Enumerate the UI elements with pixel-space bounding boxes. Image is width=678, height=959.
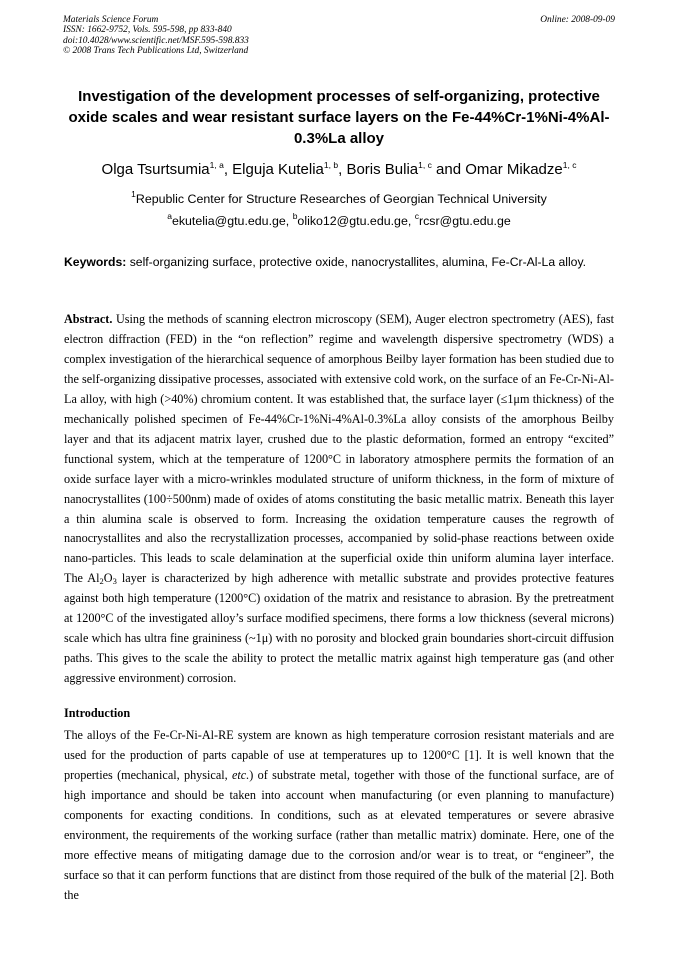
affiliation-mark: 1 xyxy=(131,189,136,199)
email-address[interactable]: ekutelia@gtu.edu.ge xyxy=(171,214,286,228)
author-separator: , xyxy=(338,161,347,178)
email-mark: c xyxy=(414,211,419,221)
author-name: Elguja Kutelia xyxy=(232,161,324,178)
email-address[interactable]: rcsr@gtu.edu.ge xyxy=(418,214,511,228)
introduction-paragraph xyxy=(64,726,614,906)
abstract-label: Abstract. xyxy=(64,312,113,326)
keywords xyxy=(64,253,614,272)
intro-text: ) of substrate metal, together with those of the functional surface, are of high importance and should be taken into account when manufacturing (or even planning to manufacture) components for exacting conditions. In conditions, such as at elevated temperatures or severe abrasive environment, the requirements of the working surface (rather than metallic matrix) dominate. Here, one of the more effective means of mitigating damage due to the corrosion and/or wear is to treat, or “engineer”, the surface so that it can perform functions that are distinct from those required of the bulk of the material [2]. Both the xyxy=(64,767,614,902)
keywords-label: Keywords: xyxy=(64,255,127,269)
author-name: Boris Bulia xyxy=(346,161,419,178)
author-list xyxy=(40,160,638,180)
abstract-text: Using the methods of scanning electron microscopy (SEM), Auger electron spectrometry (AES), fast electron diffraction (FED) in the “on reflection” regime and wavelength dispersive spectrometry (WDS) a complex investigation of the hierarchical sequence of amorphous Beilby layer formation has been studied due to the self-organizing dissipative processes, associated with extensive cold work, on the surface of an Fe-Cr-Ni-Al-La alloy, with high (>40%) chromium content. It was established that, the surface layer (≤1μm thickness) of the mechanically polished specimen of Fe-44%Cr-1%Ni-4%Al-0.3%La alloy consists of the amorphous Beilby layer and that its adjacent matrix layer, crushed due to the plastic deformation, formed an entropy “excited” functional system, which at the temperature of 1200°C in laboratory atmosphere permits the formation of an oxide surface layer with a micro-wrinkles modulated structure of uniform thickness, in the form of mixture of nanocrystallites (100÷500nm) made of oxides of atoms constituting the basic metallic matrix. Beneath this layer a thin alumina scale is observed to form. Increasing the oxidation temperature causes the regrowth of nanocrystallites and also the recrystallization processes, accompanied by solid-phase reactions between oxide nano-particles. This leads to scale delamination at the superficial oxide thin uniform alumina layer interface. The Al xyxy=(64,312,614,586)
author-affiliation-mark: 1, b xyxy=(323,160,339,170)
abstract-text: layer is characterized by high adherence with metallic substrate and provides protective features against both high temperature (1200°C) oxidation of the matrix and resistance to abrasion. By the pretreatment at 1200°C of the investigated alloy’s surface modified specimens, there forms a low thickness (several microns) scale which has ultra fine graininess (~1μ) with no porosity and blocked grain boundaries short-circuit diffusion paths. This gives to the scale the ability to protect the metallic matrix against high temperature gas (and other aggressive environment) corrosion. xyxy=(64,571,614,686)
author-affiliation-mark: 1, c xyxy=(562,160,577,170)
keywords-text: self-organizing surface, protective oxide, nanocrystallites, alumina, Fe-Cr-Al-La alloy. xyxy=(129,255,587,269)
subscript: 3 xyxy=(112,576,117,587)
author-name: Olga Tsurtsumia xyxy=(101,161,210,178)
affiliation-text: Republic Center for Structure Researches of Georgian Technical University xyxy=(135,192,547,206)
author-separator: , xyxy=(223,161,233,178)
affiliation xyxy=(40,191,638,208)
copyright-line: © 2008 Trans Tech Publications Ltd, Switzerland xyxy=(63,46,249,57)
intro-text: The alloys of the Fe-Cr-Ni-Al-RE system are known as high temperature corrosion resistant materials and are used for the production of parts capable of use at temperatures up to 1200°C [1]. It is well known that the properties (mechanical, physical, xyxy=(64,728,614,782)
intro-italic: etc. xyxy=(232,767,250,782)
doi-line[interactable]: doi:10.4028/www.scientific.net/MSF.595-598.833 xyxy=(63,35,249,46)
email-mark: b xyxy=(292,211,298,221)
author-affiliation-mark: 1, a xyxy=(209,160,224,170)
email-address[interactable]: oliko12@gtu.edu.ge xyxy=(297,214,408,228)
journal-name: Materials Science Forum xyxy=(63,15,159,25)
paper-title: Investigation of the development processes of self-organizing, protective oxide scales and wear resistant surface layers on the Fe-44%Cr-1%Ni-4%Al-0.3%La alloy xyxy=(68,88,610,147)
abstract-text: O xyxy=(103,571,113,586)
issn-line: ISSN: 1662-9752, Vols. 595-598, pp 833-840 xyxy=(63,25,232,36)
email-list: $^a$ekutelia@gtu.edu.ge, $^b$oliko12@gtu.edu.ge, $^c$rcsr@gtu.edu.ge xyxy=(167,211,511,228)
subscript: 2 xyxy=(99,576,104,587)
online-date: Online: 2008-09-09 xyxy=(540,15,615,25)
journal-header xyxy=(63,15,615,57)
abstract xyxy=(64,310,614,689)
section-heading-introduction: Introduction xyxy=(64,706,131,720)
author-name: Omar Mikadze xyxy=(465,161,563,178)
author-separator: and xyxy=(431,161,466,178)
email-mark: a xyxy=(167,211,172,221)
author-affiliation-mark: 1, c xyxy=(418,160,432,170)
